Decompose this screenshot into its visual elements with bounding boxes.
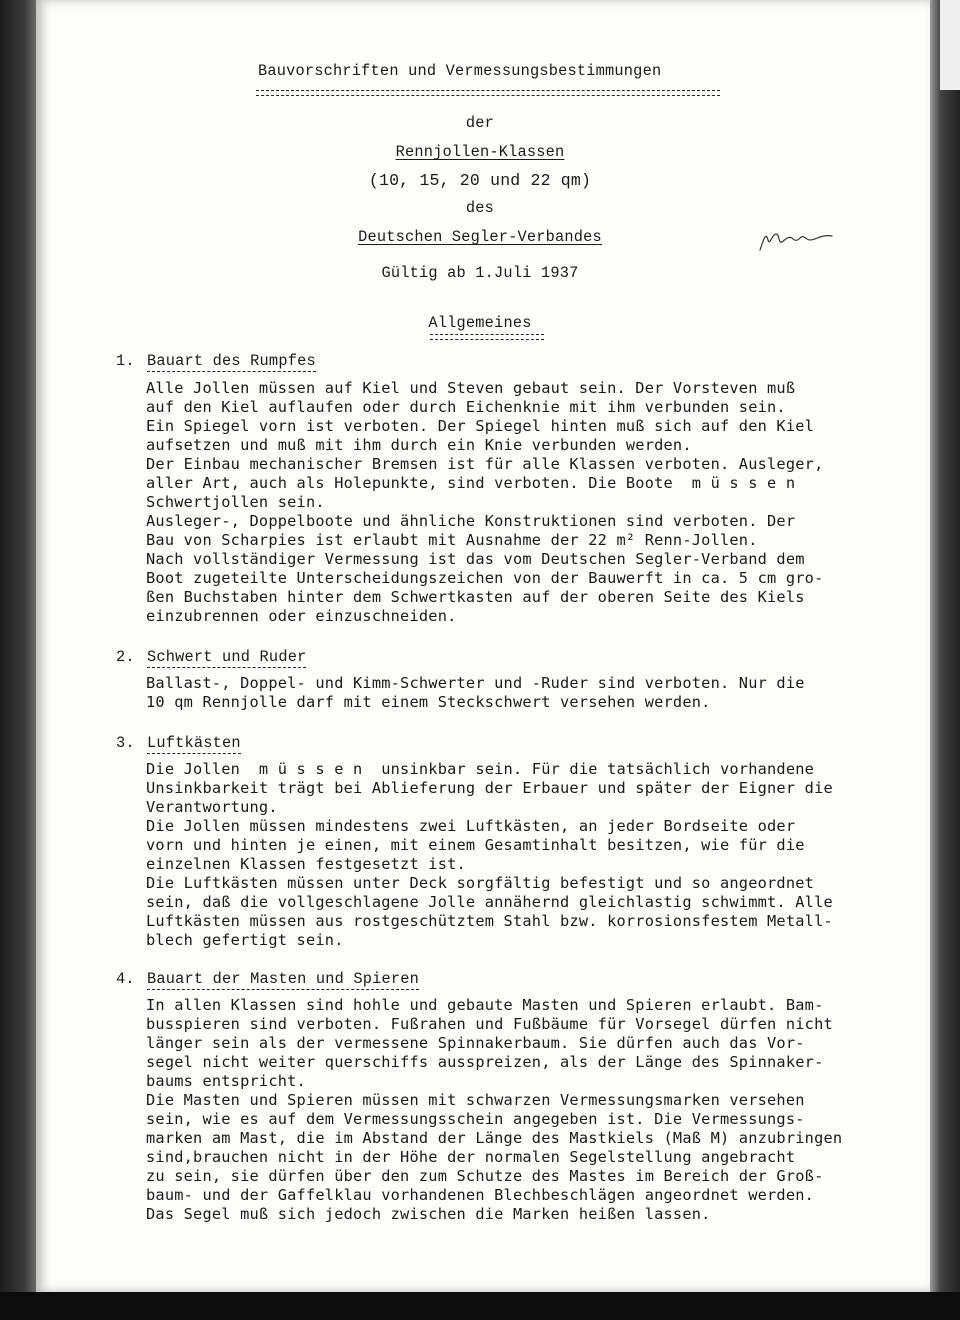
section-1-heading [116, 352, 316, 370]
section-4-title: Bauart der Masten und Spieren [147, 970, 420, 988]
line-des: des [465, 199, 495, 217]
class-heading-text: Rennjollen-Klassen [395, 143, 565, 161]
document-title: Bauvorschriften und Vermessungsbestimmungen [258, 62, 662, 80]
section-3-number: 3. [116, 734, 135, 752]
scan-border-bottom [0, 1292, 960, 1320]
class-heading [0, 143, 960, 161]
section-4-body: In allen Klassen sind hohle und gebaute Masten und Spieren erlaubt. Bam- busspieren sind verboten. Fußrahen und Fußbäume für Vorsegel dürfen nicht länger sein als der vermessene Spinnakerbaum. Sie dürfen auch das Vor- segel nicht weiter querschiffs ausspreizen, als der Länge des Spinnaker- baums entspricht. Die Masten und Spieren müssen mit schwarzen Vermessungsmarken versehen sein, wie es auf dem Vermessungsschein angegeben ist. Die Vermessungs- marken am Mast, die im Abstand der Länge des Mastkiels (Maß M) anzubringen sind,brauchen nicht in der Höhe der normalen Segelstellung angebracht zu sein, sie dürfen über den zum Schutze des Mastes im Bereich der Groß- baum- und der Gaffelklau vorhandenen Blechbeschlägen angeordnet werden. Das Segel muß sich jedoch zwischen die Marken heißen lassen. [146, 996, 843, 1223]
line-der: der [465, 114, 495, 132]
section-3-body: Die Jollen m ü s s e n unsinkbar sein. Für die tatsächlich vorhandene Unsinkbarkeit trägt bei Ablieferung der Erbauer und später der Eigner die Verantwortung. Die Jollen müssen mindestens zwei Luftkästen, an jeder Bordseite oder vorn und hinten je einen, mit einem Gesamtinhalt besitzen, wie für die einzelnen Klassen festgesetzt ist. Die Luftkästen müssen unter Deck sorgfältig befestigt und so angeordnet sein, daß die vollgeschlagene Jolle annähernd gleichlastig schwimmt. Alle Luftkästen müssen aus rostgeschütztem Stahl bzw. korrosionsfestem Metall- blech gefertigt sein. [146, 760, 833, 949]
section-2-body: Ballast-, Doppel- und Kimm-Schwerter und -Ruder sind verboten. Nur die 10 qm Rennjolle darf mit einem Steckschwert versehen werden. [146, 674, 805, 711]
section-1-body: Alle Jollen müssen auf Kiel und Steven gebaut sein. Der Vorsteven muß auf den Kiel auflaufen oder durch Eichenknie mit ihm verbunden sein. Ein Spiegel vorn ist verboten. Der Spiegel hinten muß sich auf den Kiel aufsetzen und muß mit ihm durch ein Knie verbunden werden. Der Einbau mechanischer Bremsen ist für alle Klassen verboten. Ausleger, aller Art, auch als Holepunkte, sind verboten. Die Boote m ü s s e n Schwertjollen sein. Ausleger-, Doppelboote und ähnliche Konstruktionen sind verboten. Der Bau von Scharpies ist erlaubt mit Ausnahme der 22 m² Renn-Jollen. Nach vollständiger Vermessung ist das vom Deutschen Segler-Verband dem Boot zugeteilte Unterscheidungszeichen von der Bauwerft in ca. 5 cm gro- ßen Buchstaben hinter dem Schwertkasten auf der oberen Seite des Kiels einzubrennen oder einzuschneiden. [146, 379, 824, 625]
title-double-rule [256, 90, 720, 96]
binder-tab [940, 0, 960, 90]
class-sizes: (10, 15, 20 und 22 qm) [368, 171, 592, 190]
handwritten-initials [756, 226, 834, 254]
section-2-heading [116, 648, 306, 666]
scan-border-left [0, 0, 40, 1320]
section-1-title: Bauart des Rumpfes [147, 352, 316, 370]
section-3-heading [116, 734, 241, 752]
section-2-number: 2. [116, 648, 135, 666]
allgemeines-double-rule [430, 334, 544, 340]
validity-date: Gültig ab 1.Juli 1937 [381, 264, 579, 282]
binder-spine [930, 0, 960, 1292]
section-4-number: 4. [116, 970, 135, 988]
section-2-title: Schwert und Ruder [147, 648, 307, 666]
section-4-heading [116, 970, 419, 988]
section-1-number: 1. [116, 352, 135, 370]
association-name-text: Deutschen Segler-Verbandes [358, 228, 602, 246]
section-heading-allgemeines: Allgemeines [428, 314, 532, 332]
section-3-title: Luftkästen [147, 734, 241, 752]
